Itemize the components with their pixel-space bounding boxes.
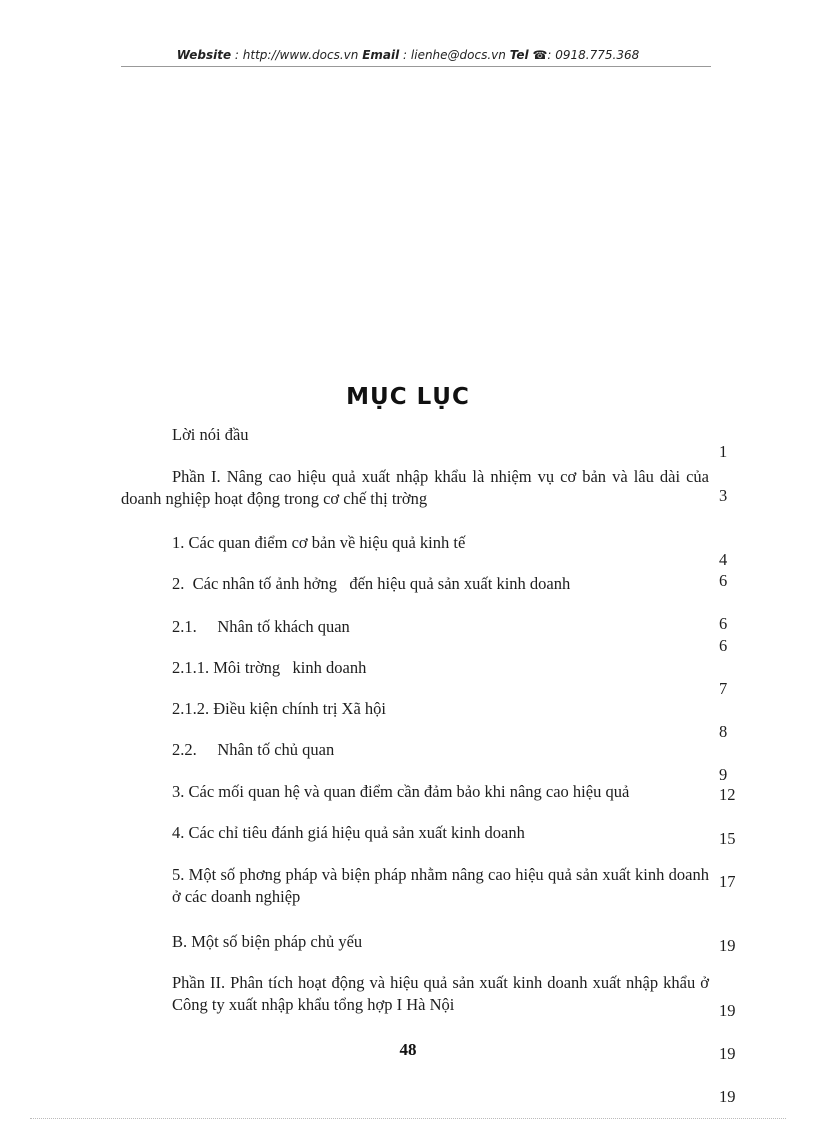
toc-page-number: 8 [719,722,728,741]
toc-page-number: 19 [719,1001,736,1020]
website-value: : http://www.docs.vn [234,48,359,62]
toc-page-number: 12 [719,785,736,804]
toc-entry: Phần I. Nâng cao hiệu quả xuất nhập khẩu là nhiệm vụ cơ bản và lâu dài của doanh nghiệp hoạt động trong cơ chế thị trờng [121,467,709,508]
toc-page-number: 4 [719,550,728,569]
toc-entry: 1. Các quan điểm cơ bản về hiệu quả kinh tế [172,533,466,552]
toc-title: MỤC LỤC [346,384,470,410]
footer-divider [30,1118,786,1119]
email-value: : lienhe@docs.vn [403,48,506,62]
toc-entry: 3. Các mối quan hệ và quan điểm cần đảm bảo khi nâng cao hiệu quả [172,782,630,801]
tel-label: Tel [509,48,529,62]
toc-page-number: 6 [719,614,728,633]
toc-page-number: 19 [719,936,736,955]
toc-page-number: 3 [719,486,728,505]
toc-page-number: 1 [719,442,728,461]
toc-page-number: 19 [719,1044,736,1063]
toc-entry: B. Một số biện pháp chủ yếu [172,932,363,951]
page-number: 48 [399,1040,417,1059]
toc-entry: Lời nói đầu [172,425,249,444]
toc-entry: 2. Các nhân tố ảnh hởng đến hiệu quả sản xuất kinh doanh [172,574,571,593]
website-label: Website [176,48,232,62]
toc-entry: 2.1.1. Môi trờng kinh doanh [172,658,367,677]
toc-page-number: 6 [719,571,728,590]
phone-icon: ☎ [532,48,548,62]
toc-page-number: 15 [719,829,736,848]
toc-entry: 5. Một số phơng pháp và biện pháp nhằm nâng cao hiệu quả sản xuất kinh doanh ở các doanh nghiệp [172,865,709,906]
toc-entry: 4. Các chỉ tiêu đánh giá hiệu quả sản xuất kinh doanh [172,823,525,842]
toc-page-number: 7 [719,679,728,698]
toc-page-number: 6 [719,636,728,655]
header-divider [121,66,711,67]
tel-value: : 0918.775.368 [547,48,640,62]
toc-page-number: 19 [719,1087,736,1106]
page-header [0,48,816,62]
toc-entry: 2.1. Nhân tố khách quan [172,617,350,636]
toc-entry: 2.1.2. Điều kiện chính trị Xã hội [172,699,387,718]
email-label: Email [362,48,400,62]
toc-page-number: 17 [719,872,736,891]
toc-page-number: 9 [719,765,728,784]
toc-entry: 2.2. Nhân tố chủ quan [172,740,335,759]
toc-entry: Phần II. Phân tích hoạt động và hiệu quả sản xuất kinh doanh xuất nhập khẩu ở Công ty xuất nhập khẩu tổng hợp I Hà Nội [172,973,709,1014]
